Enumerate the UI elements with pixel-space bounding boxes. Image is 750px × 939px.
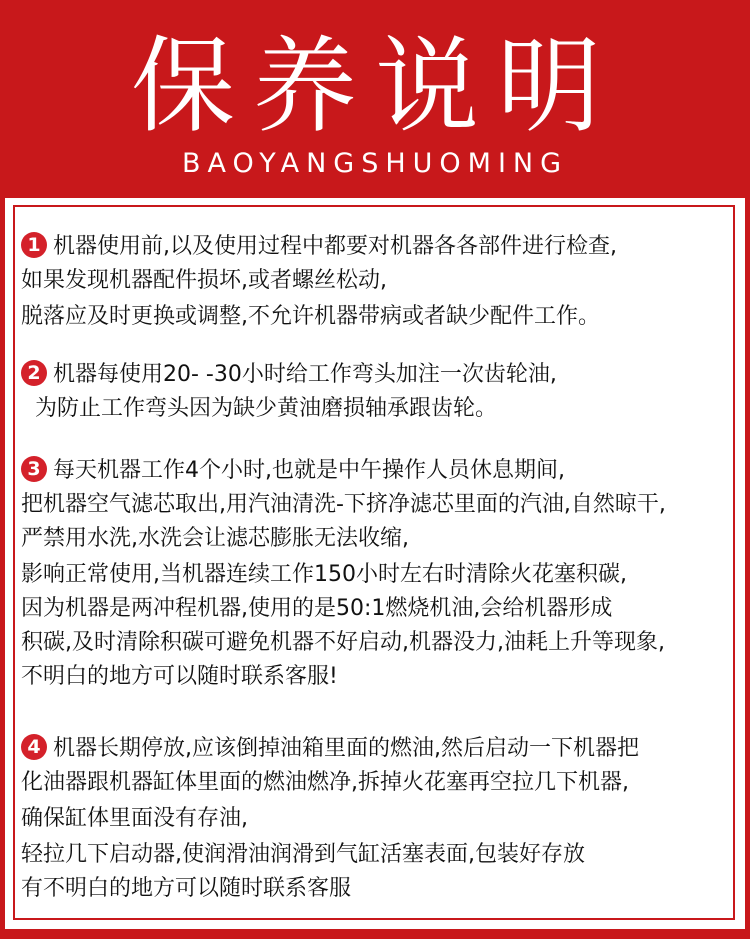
section-3-line-7: 不明白的地方可以随时联系客服! (21, 664, 338, 689)
section-3-line-3: 严禁用水洗,水洗会让滤芯膨胀无法收缩, (21, 526, 409, 551)
page-title: 保养说明 (130, 25, 619, 147)
header-banner (0, 0, 750, 198)
section-3-line-4: 影响正常使用,当机器连续工作150小时左右时清除火花塞积碳, (21, 562, 627, 587)
section-1-line-1 (21, 230, 617, 264)
section-3-line-1 (21, 454, 565, 488)
section-4-text-1: 机器长期停放,应该倒掉油箱里面的燃油,然后启动一下机器把 (53, 736, 639, 761)
section-4-line-4: 轻拉几下启动器,使润滑油润滑到气缸活塞表面,包装好存放 (21, 842, 585, 867)
section-2-line-1 (21, 358, 557, 392)
section-3-line-6: 积碳,及时清除积碳可避免机器不好启动,机器没力,油耗上升等现象, (21, 630, 665, 655)
section-3-line-5: 因为机器是两冲程机器,使用的是50:1燃烧机油,会给机器形成 (21, 596, 613, 621)
section-2-text-1: 机器每使用20- -30小时给工作弯头加注一次齿轮油, (53, 362, 557, 387)
section-3-number-badge: 3 (21, 456, 47, 482)
content-panel (5, 198, 745, 929)
section-3-text-1: 每天机器工作4个小时,也就是中午操作人员休息期间, (53, 458, 565, 483)
section-2-line-2: 为防止工作弯头因为缺少黄油磨损轴承跟齿轮。 (35, 396, 498, 421)
section-1-text-1: 机器使用前,以及使用过程中都要对机器各各部件进行检查, (53, 234, 617, 259)
section-1-number-badge: 1 (21, 232, 47, 258)
section-4-line-3: 确保缸体里面没有存油, (21, 806, 248, 831)
section-3-line-2: 把机器空气滤芯取出,用汽油清洗-下挤净滤芯里面的汽油,自然晾干, (21, 492, 666, 517)
section-2-number-badge: 2 (21, 360, 47, 386)
section-1-line-3: 脱落应及时更换或调整,不允许机器带病或者缺少配件工作。 (21, 304, 600, 329)
section-1-line-2: 如果发现机器配件损坏,或者螺丝松动, (21, 268, 387, 293)
section-4-line-1 (21, 732, 639, 766)
section-4-line-2: 化油器跟机器缸体里面的燃油燃净,拆掉火花塞再空拉几下机器, (21, 770, 629, 795)
page-subtitle: BAOYANGSHUOMING (181, 148, 569, 179)
section-4-line-5: 有不明白的地方可以随时联系客服 (21, 876, 352, 901)
section-4-number-badge: 4 (21, 734, 47, 760)
